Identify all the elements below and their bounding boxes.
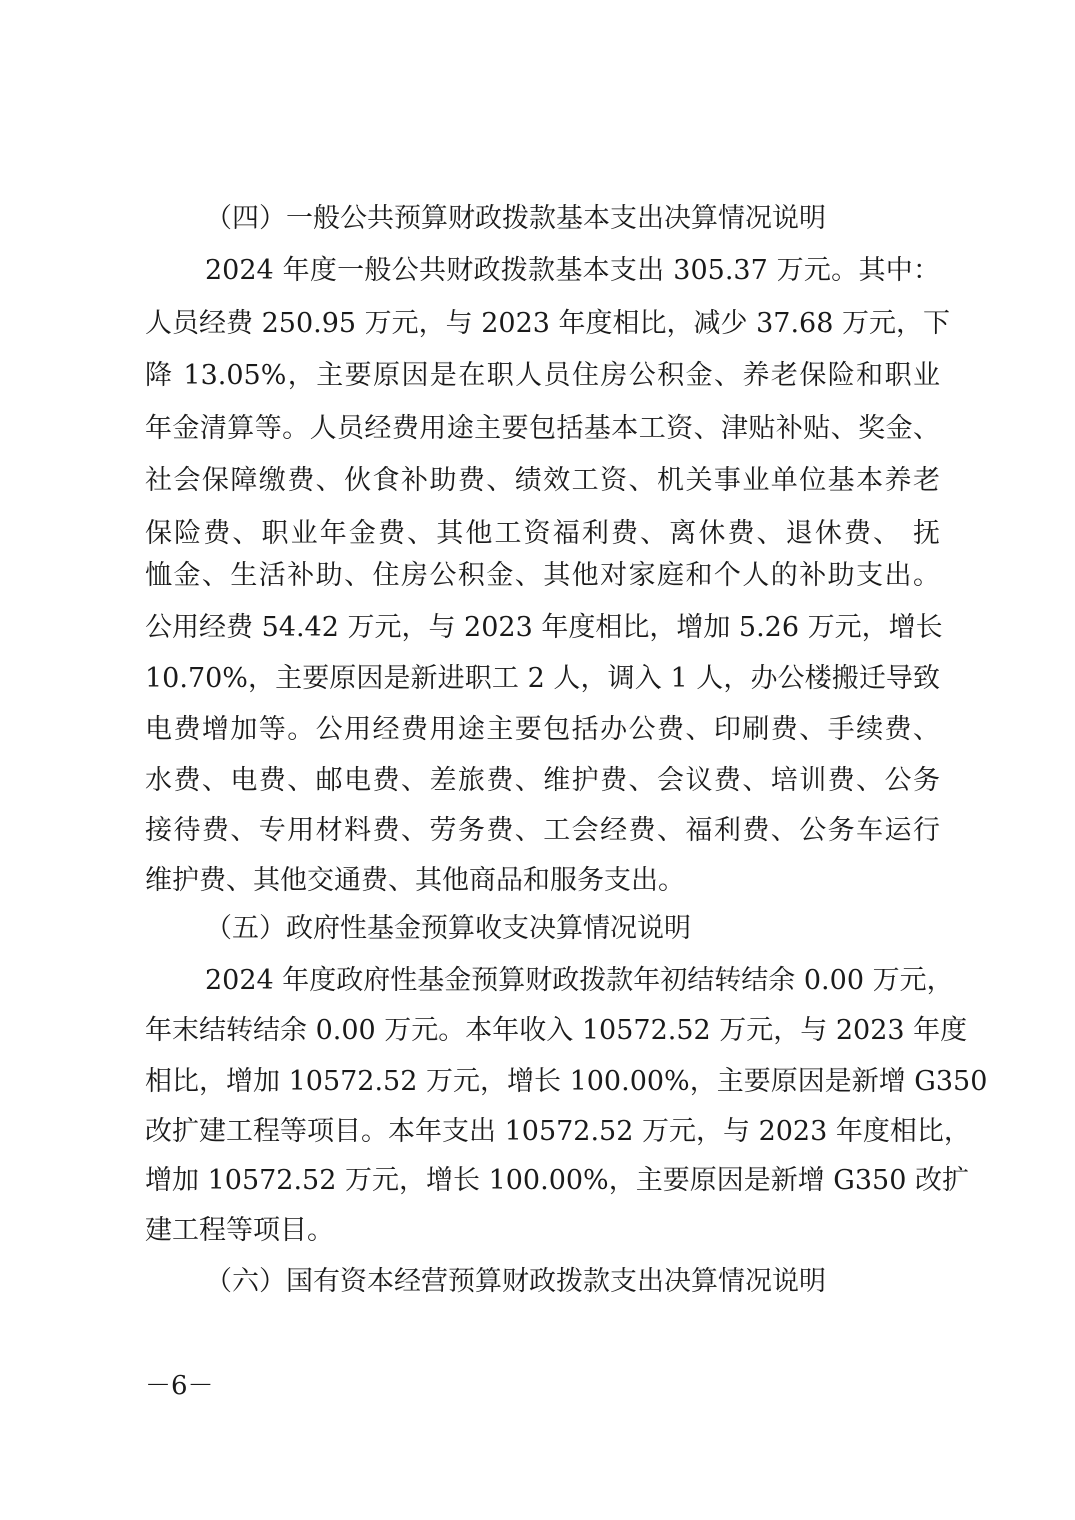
section-5-line-5: 增加 10572.52 万元，增长 100.00%，主要原因是新增 G350 改扩 <box>145 1165 969 1196</box>
section-4-line-2: 人员经费 250.95 万元，与 2023 年度相比，减少 37.68 万元，下 <box>145 308 950 339</box>
section-4-line-3: 降 13.05%，主要原因是在职人员住房公积金、养老保险和职业 <box>145 360 940 391</box>
section-4-heading: （四）一般公共预算财政拨款基本支出决算情况说明 <box>205 203 826 234</box>
section-4-line-10: 电费增加等。公用经费用途主要包括办公费、印刷费、手续费、 <box>145 714 940 745</box>
section-5-line-6: 建工程等项目。 <box>145 1215 334 1246</box>
section-4-line-1: 2024 年度一般公共财政拨款基本支出 305.37 万元。其中： <box>205 255 940 286</box>
section-4-line-12: 接待费、专用材料费、劳务费、工会经费、福利费、公务车运行 <box>145 815 940 846</box>
section-4-line-8: 公用经费 54.42 万元，与 2023 年度相比，增加 5.26 万元，增长 <box>145 612 943 643</box>
section-4-line-9: 10.70%，主要原因是新进职工 2 人，调入 1 人，办公楼搬迁导致 <box>145 663 940 694</box>
section-4-line-5: 社会保障缴费、伙食补助费、绩效工资、机关事业单位基本养老 <box>145 465 940 496</box>
section-4-line-4: 年金清算等。人员经费用途主要包括基本工资、津贴补贴、奖金、 <box>145 413 940 444</box>
section-4-line-7: 恤金、生活补助、住房公积金、其他对家庭和个人的补助支出。 <box>145 560 940 591</box>
section-5-heading: （五）政府性基金预算收支决算情况说明 <box>205 913 691 944</box>
section-5-line-3: 相比，增加 10572.52 万元，增长 100.00%，主要原因是新增 G350 <box>145 1066 988 1097</box>
section-5-line-1: 2024 年度政府性基金预算财政拨款年初结转结余 0.00 万元， <box>205 965 954 996</box>
section-4-line-13: 维护费、其他交通费、其他商品和服务支出。 <box>145 865 685 896</box>
section-4-line-11: 水费、电费、邮电费、差旅费、维护费、会议费、培训费、公务 <box>145 765 940 796</box>
page-number: －6－ <box>145 1371 214 1401</box>
section-6-heading: （六）国有资本经营预算财政拨款支出决算情况说明 <box>205 1266 826 1297</box>
section-5-line-2: 年末结转结余 0.00 万元。本年收入 10572.52 万元，与 2023 年度 <box>145 1015 968 1046</box>
section-5-line-4: 改扩建工程等项目。本年支出 10572.52 万元，与 2023 年度相比， <box>145 1116 971 1147</box>
section-4-line-6: 保险费、职业年金费、其他工资福利费、离休费、退休费、 抚 <box>145 518 940 549</box>
